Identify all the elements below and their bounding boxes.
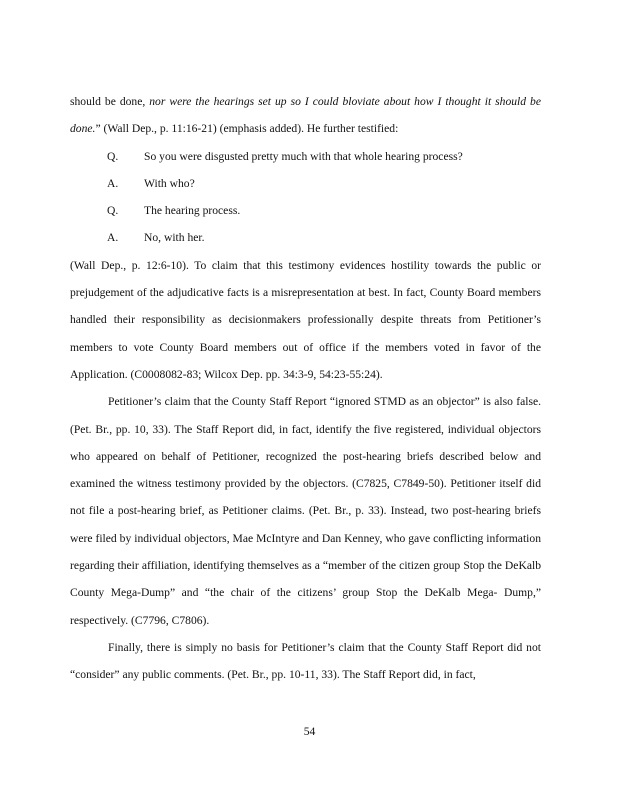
testimony-speaker: Q. — [107, 204, 119, 218]
testimony-text: So you were disgusted pretty much with that whole hearing process? — [144, 149, 463, 163]
testimony-line — [70, 170, 541, 197]
testimony-speaker: Q. — [107, 149, 119, 163]
body-paragraph-3: Finally, there is simply no basis for Petitioner’s claim that the County Staff Report did not “consider” any public comments. (Pet. Br., pp. 10-11, 33). The Staff Report did, in fact, — [70, 640, 541, 682]
page-number: 54 — [303, 725, 316, 738]
testimony-text: With who? — [144, 176, 195, 190]
testimony-block — [70, 143, 541, 252]
intro-emphasis: nor were the hearings set up so I could bloviate about how I thought it should be done. — [70, 95, 541, 136]
body-paragraph-2: Petitioner’s claim that the County Staff Report “ignored STMD as an objector” is also false. (Pet. Br., pp. 10, 33). The Staff Report did, in fact, identify the five registered, individual objectors who appeared on behalf of Petitioner, recognized the post-hearing briefs described below and examined the witness testimony provided by the objectors. (C7825, C7849-50). Petitioner itself did not file a post-hearing brief, as Petitioner claims. (Pet. Br., p. 33). Instead, two post-hearing briefs were filed by individual objectors, Mae McIntyre and Dan Kenney, who gave conflicting information regarding their affiliation, identifying themselves as a “member of the citizen group Stop the DeKalb County Mega-Dump” and “the chair of the citizens’ group Stop the DeKalb Mega- Dump,” respectively. (C7796, C7806). — [70, 395, 541, 627]
testimony-text: The hearing process. — [144, 204, 241, 218]
intro-tail: ” (Wall Dep., p. 11:16-21) (emphasis added). He further testified: — [95, 122, 399, 136]
testimony-speaker: A. — [107, 176, 119, 190]
intro-paragraph — [70, 88, 541, 143]
testimony-speaker: A. — [107, 231, 119, 245]
testimony-line — [70, 197, 541, 224]
body-paragraph-1: (Wall Dep., p. 12:6-10). To claim that this testimony evidences hostility towards the public or prejudgement of the adjudicative facts is a misrepresentation at best. In fact, County Board members handled their responsibility as decisionmakers professionally despite threats from Petitioner’s members to vote County Board members out of office if the members voted in favor of the Application. (C0008082-83; Wilcox Dep. pp. 34:3-9, 54:23-55:24). — [70, 258, 541, 381]
testimony-line — [70, 224, 541, 251]
testimony-line — [70, 143, 541, 170]
testimony-text: No, with her. — [144, 231, 205, 245]
intro-lead: should be done, — [70, 95, 150, 108]
